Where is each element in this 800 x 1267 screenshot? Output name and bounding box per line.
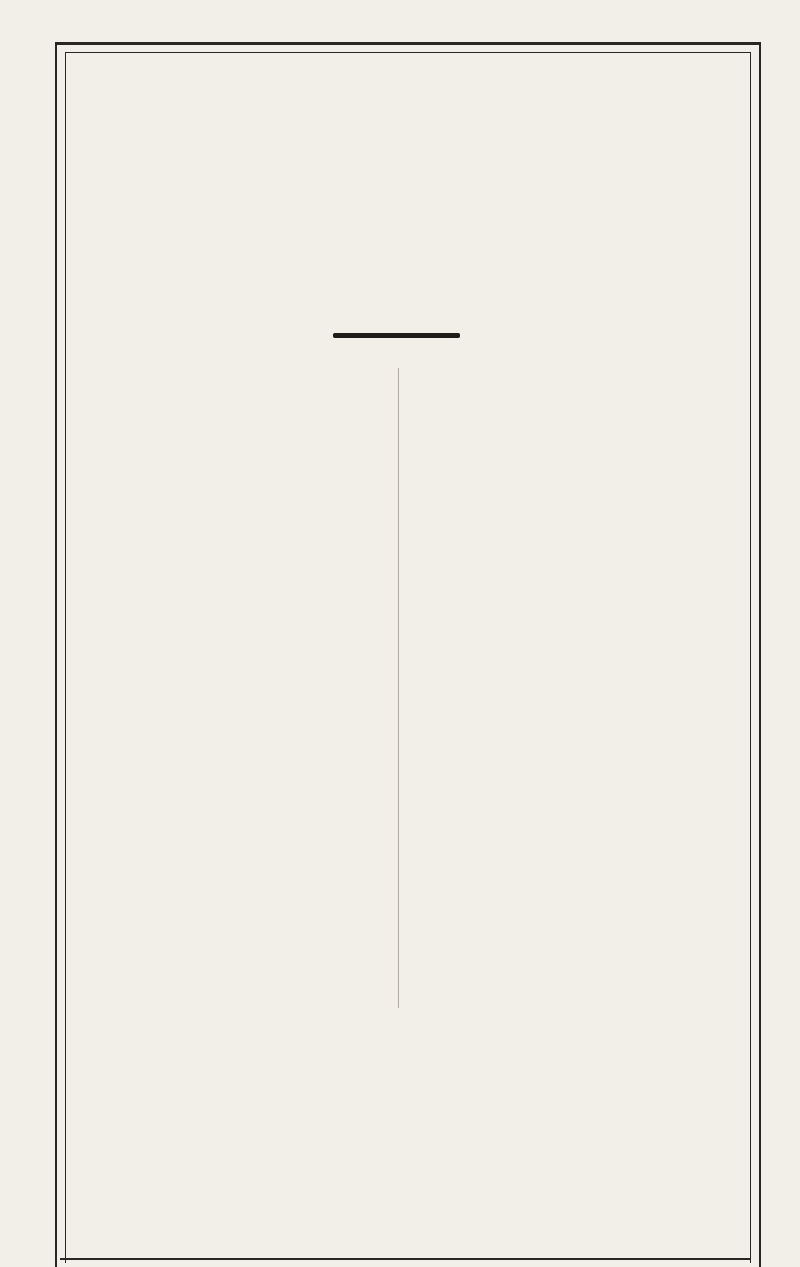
page-border-inner xyxy=(65,52,751,1263)
title-rule xyxy=(333,333,460,338)
column-divider xyxy=(398,368,399,1008)
page-border-bottom xyxy=(60,1258,750,1260)
